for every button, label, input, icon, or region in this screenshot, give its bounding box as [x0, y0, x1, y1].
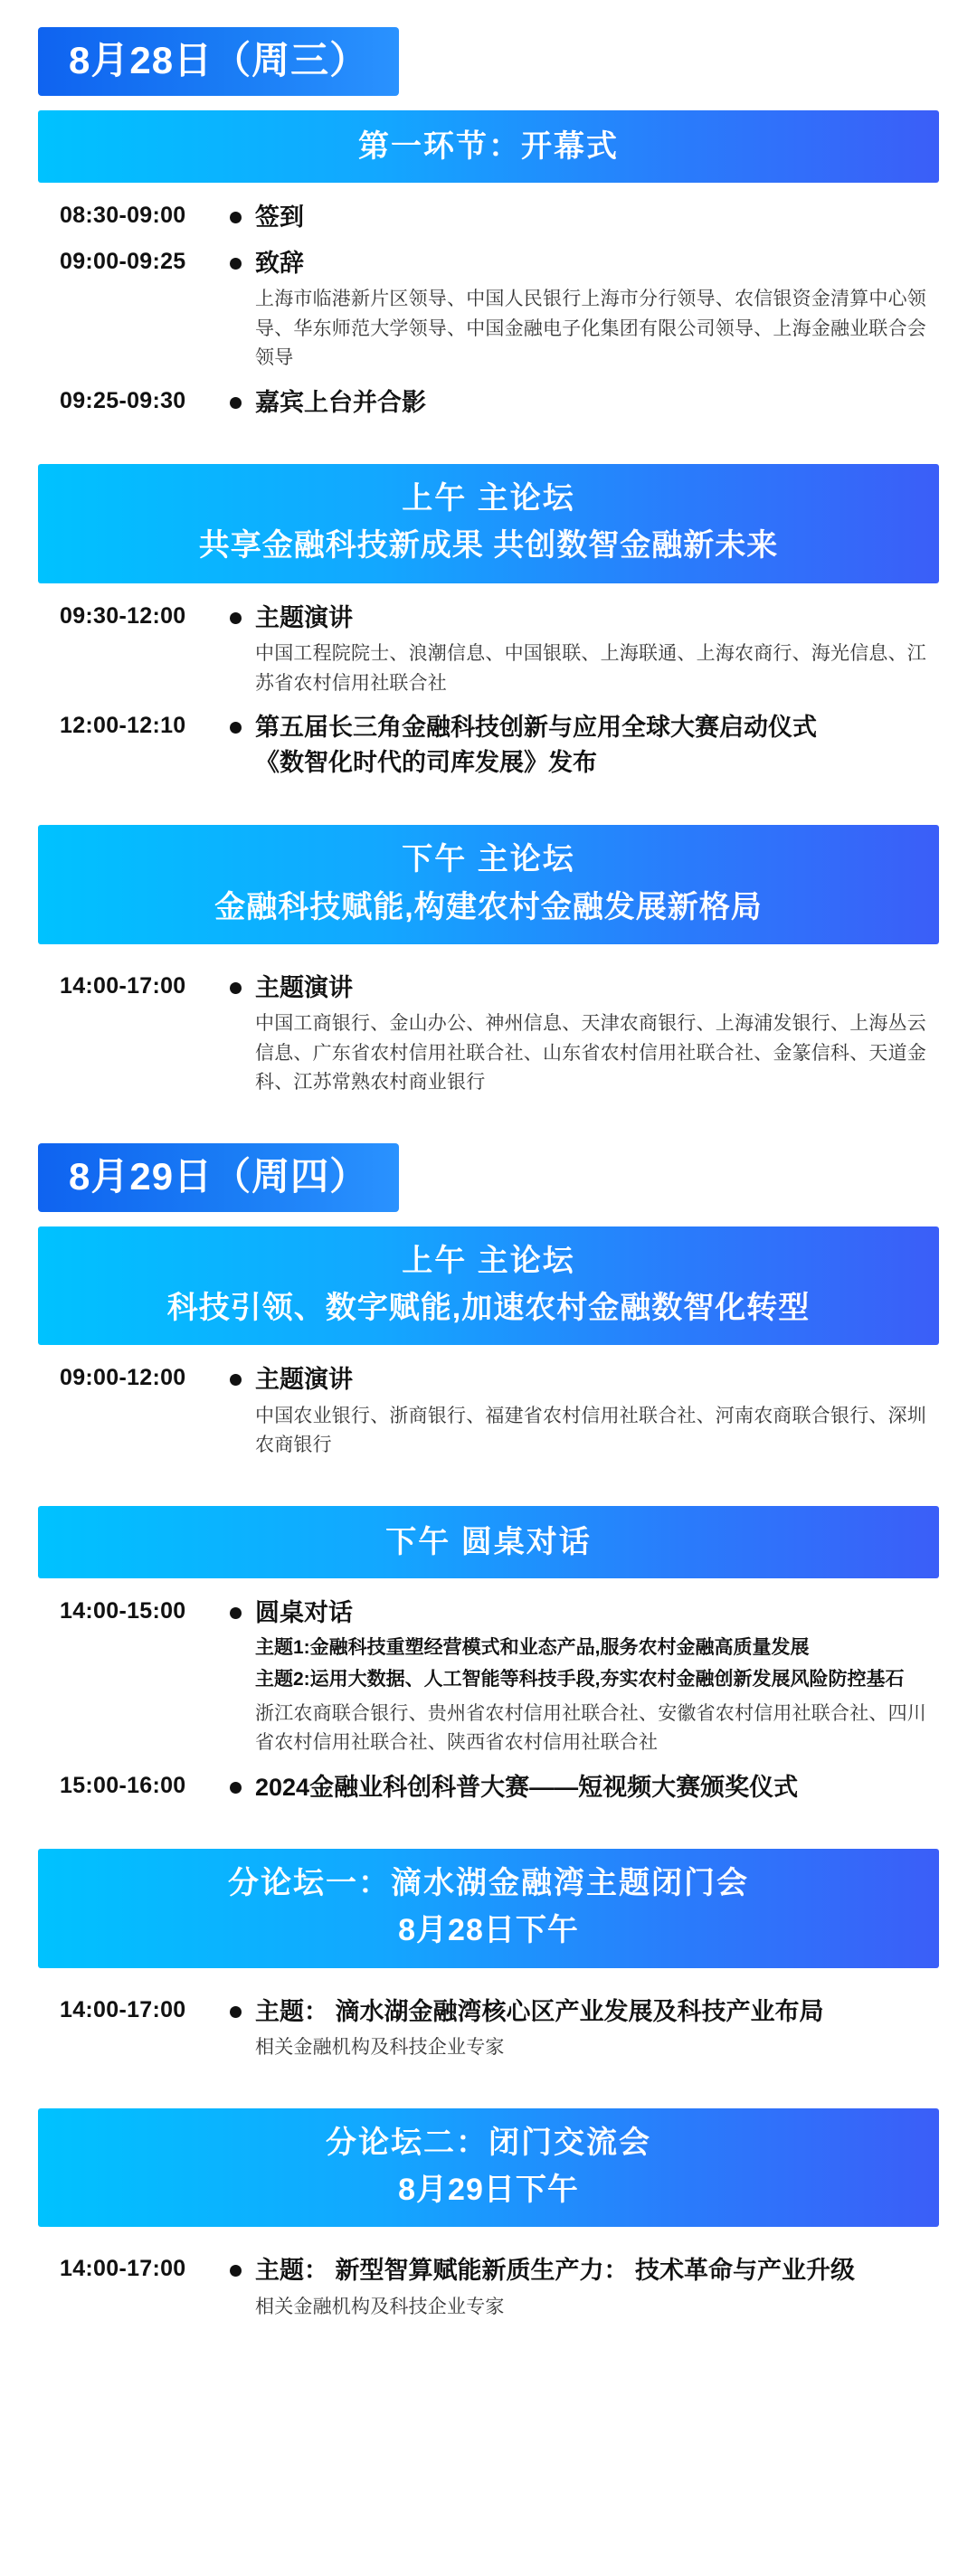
banner-line-1: 下午 主论坛	[402, 842, 575, 877]
bullet-dot-icon	[215, 1771, 255, 1794]
section-afternoon-main-forum	[38, 825, 939, 1103]
section-rows	[38, 2227, 939, 2327]
row-time: 14:00-15:00	[60, 1598, 186, 1624]
banner-line-1: 分论坛一：滴水湖金融湾主题闭门会	[228, 1866, 749, 1901]
banner-line-1: 分论坛二：闭门交流会	[326, 2125, 651, 2160]
agenda-row	[38, 240, 939, 379]
row-content	[255, 971, 939, 1098]
section-rows	[38, 183, 939, 424]
section-banner	[38, 110, 939, 183]
row-subtitle: 上海市临港新片区领导、中国人民银行上海市分行领导、农信银资金清算中心领导、华东师范大学领导、中国金融电子化集团有限公司领导、上海金融业联合会领导	[255, 289, 926, 369]
bullet-dot-icon	[215, 386, 255, 409]
row-content	[255, 711, 939, 780]
section-banner	[38, 464, 939, 582]
date-chip-day2: 8月29日（周四）	[38, 1143, 399, 1212]
section-banner	[38, 1226, 939, 1345]
row-content	[255, 1995, 939, 2063]
day-block-2	[38, 1143, 939, 2327]
row-time: 12:00-12:10	[60, 713, 186, 739]
section-rows	[38, 1968, 939, 2069]
banner-line-1: 下午 圆桌对话	[385, 1524, 592, 1559]
row-subtitle: 中国农业银行、浙商银行、福建省农村信用社联合社、河南农商联合银行、深圳农商银行	[255, 1405, 926, 1456]
row-time: 09:00-09:25	[60, 248, 186, 274]
banner-line-1: 上午 主论坛	[402, 1243, 575, 1278]
section-banner	[38, 1506, 939, 1578]
row-time: 09:30-12:00	[60, 602, 186, 629]
bullet-dot-icon	[215, 711, 255, 734]
row-time: 15:00-16:00	[60, 1772, 186, 1798]
section-roundtable	[38, 1506, 939, 1809]
row-subtitle: 相关金融机构及科技企业专家	[255, 2296, 505, 2317]
agenda-row	[38, 2247, 939, 2327]
banner-line-1: 上午 主论坛	[402, 481, 575, 516]
row-title: 主题演讲	[255, 973, 353, 1001]
row-content	[255, 601, 939, 699]
section-rows	[38, 1578, 939, 1809]
agenda-row	[38, 1988, 939, 2069]
row-time: 14:00-17:00	[60, 972, 186, 999]
row-subtitle: 相关金融机构及科技企业专家	[255, 2037, 505, 2059]
section-rows	[38, 944, 939, 1103]
agenda-row	[38, 1589, 939, 1764]
agenda-row	[38, 964, 939, 1103]
row-title: 主题： 滴水湖金融湾核心区产业发展及科技产业布局	[255, 1997, 824, 2025]
row-content	[255, 1363, 939, 1461]
agenda-row	[38, 1356, 939, 1466]
banner-line-2: 共享金融科技新成果 共创数智金融新未来	[198, 528, 779, 564]
row-content	[255, 247, 939, 374]
banner-line-2: 8月28日下午	[398, 1913, 579, 1948]
section-sub-forum-1	[38, 1849, 939, 2068]
row-content	[255, 386, 939, 419]
row-subtitle: 中国工程院院士、浪潮信息、中国银联、上海联通、上海农商行、海光信息、江苏省农村信用社联合社	[255, 643, 926, 694]
roundtable-topic-2: 主题2:运用大数据、人工智能等科技手段,夯实农村金融创新发展风险防控基石	[255, 1669, 905, 1690]
banner-line-2: 科技引领、数字赋能,加速农村金融数智化转型	[166, 1291, 811, 1326]
banner-line-2: 金融科技赋能,构建农村金融发展新格局	[214, 889, 763, 924]
section-rows	[38, 1345, 939, 1466]
agenda-row	[38, 704, 939, 785]
section-day2-morning-main-forum	[38, 1226, 939, 1466]
bullet-dot-icon	[215, 1596, 255, 1619]
agenda-row	[38, 194, 939, 239]
row-title: 嘉宾上台并合影	[255, 388, 426, 416]
row-content	[255, 1771, 939, 1804]
agenda-row	[38, 594, 939, 705]
day-block-1	[38, 27, 939, 1103]
bullet-dot-icon	[215, 1995, 255, 2018]
row-title: 主题演讲	[255, 1366, 353, 1394]
agenda-row	[38, 1764, 939, 1809]
section-banner	[38, 825, 939, 943]
row-time: 09:00-12:00	[60, 1365, 186, 1391]
row-title: 致辞	[255, 249, 304, 277]
row-time: 08:30-09:00	[60, 203, 186, 229]
row-title: 第五届长三角金融科技创新与应用全球大赛启动仪式	[255, 714, 817, 742]
roundtable-topic-1: 主题1:金融科技重塑经营模式和业态产品,服务农村金融高质量发展	[255, 1636, 810, 1658]
row-subtitle: 浙江农商联合银行、贵州省农村信用社联合社、安徽省农村信用社联合社、四川省农村信用社联合社、陕西省农村信用社联合社	[255, 1702, 926, 1754]
bullet-dot-icon	[215, 1363, 255, 1386]
bullet-dot-icon	[215, 601, 255, 624]
section-morning-main-forum	[38, 464, 939, 785]
bullet-dot-icon	[215, 971, 255, 994]
banner-line-1: 第一环节：开幕式	[358, 129, 619, 164]
row-title: 2024金融业科创科普大赛——短视频大赛颁奖仪式	[255, 1773, 799, 1801]
section-sub-forum-2	[38, 2108, 939, 2327]
date-chip-day1: 8月28日（周三）	[38, 27, 399, 96]
row-content	[255, 2254, 939, 2322]
row-subtitle: 中国工商银行、金山办公、神州信息、天津农商银行、上海浦发银行、上海丛云信息、广东省农村信用社联合社、山东省农村信用社联合社、金篆信科、天道金科、江苏常熟农村商业银行	[255, 1013, 926, 1094]
row-title: 主题演讲	[255, 603, 353, 631]
bullet-dot-icon	[215, 2254, 255, 2277]
section-opening-ceremony	[38, 110, 939, 424]
row-title: 签到	[255, 204, 304, 232]
bullet-dot-icon	[215, 247, 255, 270]
row-title: 圆桌对话	[255, 1599, 353, 1627]
agenda-row	[38, 379, 939, 424]
section-banner	[38, 1849, 939, 1967]
row-title: 主题： 新型智算赋能新质生产力： 技术革命与产业升级	[255, 2257, 856, 2285]
section-rows	[38, 583, 939, 786]
bullet-dot-icon	[215, 201, 255, 223]
row-title-secondary: 《数智化时代的司库发展》发布	[255, 748, 597, 776]
row-time: 14:00-17:00	[60, 1996, 186, 2022]
row-time: 14:00-17:00	[60, 2256, 186, 2282]
section-banner	[38, 2108, 939, 2227]
row-content	[255, 1596, 939, 1758]
row-time: 09:25-09:30	[60, 387, 186, 413]
banner-line-2: 8月29日下午	[398, 2172, 579, 2207]
row-content	[255, 201, 939, 233]
